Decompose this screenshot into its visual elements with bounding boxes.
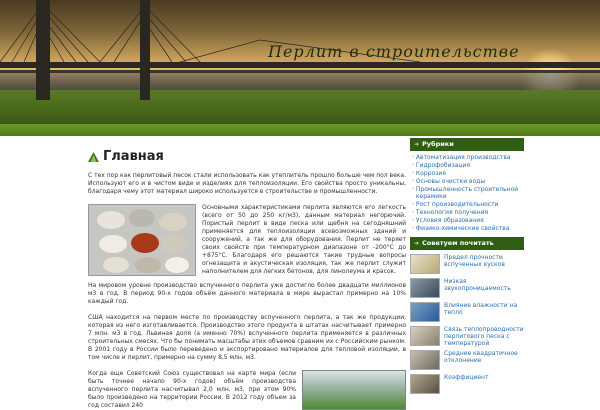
recommend-title-label: Советуем почитать (422, 239, 494, 247)
thumbnail-image (410, 302, 440, 322)
category-item[interactable] (412, 170, 524, 177)
bullet-icon: · (412, 170, 414, 177)
bullet-icon: · (412, 225, 414, 232)
properties-paragraph: Основными характеристиками перлита являются его легкость (всего от 50 до 250 кг/м3), данным материал негорючий. Пористый перлит в виде песка или щебня на сегодняшний применяется для теплоизоляции всевозможных зданий и сооружений, а так же для оборудования. Перлит не теряет своих свойств при температурном диапазоне от -200°С до +875°С. Благодаря его решаются такие трудные вопросы огнезащита и акустическая изоляция, так же перлит служит наполнителем для легких бетонов, для линолеума и красок. (202, 204, 406, 275)
category-item[interactable] (412, 209, 524, 216)
thumbnail-image (410, 326, 440, 346)
world-production-paragraph: На мировом уровне производство вспученного перлита уже достигло более двадцати миллионов м3 в год. В период 90-х годов объём данного материала в мире вырастал примерно на 10% каждый год. (88, 282, 406, 305)
recommended-item[interactable] (410, 350, 524, 370)
thumbnail-image (410, 254, 440, 274)
bullet-icon: · (412, 162, 414, 169)
category-link[interactable]: Технология получения (415, 209, 489, 216)
main-content (88, 149, 406, 409)
bullet-icon: · (412, 217, 414, 224)
bridge-cables-icon (0, 0, 600, 124)
category-link[interactable]: Гидрофобизация (415, 162, 470, 169)
category-link[interactable]: Автоматизация производства (415, 154, 511, 161)
category-item[interactable] (412, 162, 524, 169)
category-item[interactable] (412, 217, 524, 224)
bullet-icon: · (412, 178, 414, 185)
site-header (0, 0, 600, 124)
thumbnail-image (410, 278, 440, 298)
recommended-item[interactable] (410, 254, 524, 274)
categories-widget-title (410, 138, 524, 151)
bullet-icon: · (412, 186, 414, 193)
bullet-icon: · (412, 154, 414, 161)
recommended-link[interactable]: Связь теплопроводности перлитового песка с температурой (444, 326, 524, 347)
recommended-link[interactable]: Коэффициент (444, 374, 489, 381)
recommended-item[interactable] (410, 278, 524, 298)
recommended-link[interactable]: Предел прочности вспученных кусков (444, 254, 505, 268)
recommend-widget-title (410, 237, 524, 250)
arrow-right-icon: ➜ (414, 240, 420, 247)
image-text-block (88, 204, 406, 276)
thumbnail-image (410, 350, 440, 370)
category-link[interactable]: Условия образования (415, 217, 484, 224)
nav-bar (0, 124, 600, 136)
bullet-icon: · (412, 201, 414, 208)
recommended-item[interactable] (410, 302, 524, 322)
bullet-icon: · (412, 209, 414, 216)
category-item[interactable] (412, 178, 524, 185)
arrow-right-icon: ➜ (414, 141, 420, 148)
recommended-link[interactable]: Влияние влажности на тепло (444, 302, 518, 316)
category-item[interactable] (412, 186, 524, 200)
perlite-samples-image (88, 204, 196, 276)
page-title: Главная (103, 149, 164, 164)
categories-title-label: Рубрики (422, 140, 454, 148)
thumbnail-image (410, 374, 440, 394)
recommended-link[interactable]: Среднее квадратичное отклонение (444, 350, 518, 364)
recommended-link[interactable]: Низкая звукопроницаемость (444, 278, 511, 292)
sidebar (410, 138, 524, 400)
category-link[interactable]: Коррозия (415, 170, 446, 177)
recommended-list (410, 250, 524, 394)
intro-paragraph: С тех пор как перлитовый песок стали использовать как утеплитель прошло больше чем пол века. Используют его и в чистом виде и изделиях для теплоизоляции. Его свойства просто уникальны, благодаря чему этот материал широко используется в строительстве и промышленности. (88, 172, 406, 195)
category-item[interactable] (412, 154, 524, 161)
category-link[interactable]: Основы очистки воды (415, 178, 486, 185)
recommended-item[interactable] (410, 326, 524, 346)
categories-list (410, 151, 524, 237)
category-item[interactable] (412, 225, 524, 232)
site-title[interactable]: Перлит в строительстве (268, 42, 520, 61)
category-link[interactable]: Промышленность строительной керамики (415, 186, 519, 200)
page-heading (88, 150, 406, 164)
category-link[interactable]: Рост производительности (415, 201, 499, 208)
ussr-block (88, 370, 406, 410)
mountain-icon (88, 152, 99, 162)
greenhouse-image (302, 370, 406, 410)
recommended-item[interactable] (410, 374, 524, 394)
category-item[interactable] (412, 201, 524, 208)
ussr-paragraph: Когда еще Советский Союз существовал на карте мира (если быть точнее начало 90-х годов) объём производства вспученного перлита насчитывал 2,0 млн. м3, при этом 90% было произведено на территории России. В 2012 году объем за год составил 240 (88, 370, 296, 409)
category-link[interactable]: Физико-химические свойства (415, 225, 510, 232)
usa-paragraph: США находится на первом месте по производству вспученного перлита, а так же продукции, которая из него изготавливается. Производство этого продукта в штатах насчитывает примерно 7 млн. м3 в год. Львиная доля (а именно 70%) вспученного перлита применяется в различных строительных смесях. Что бы понимать масштабы этих объемов сравним их с Российским рынком. В 2001 году в России было переведено и экспортировано материалов для тепловой изоляции, в том числе и перлит, примерно на сумму 8,5 млн. м3. (88, 314, 406, 361)
